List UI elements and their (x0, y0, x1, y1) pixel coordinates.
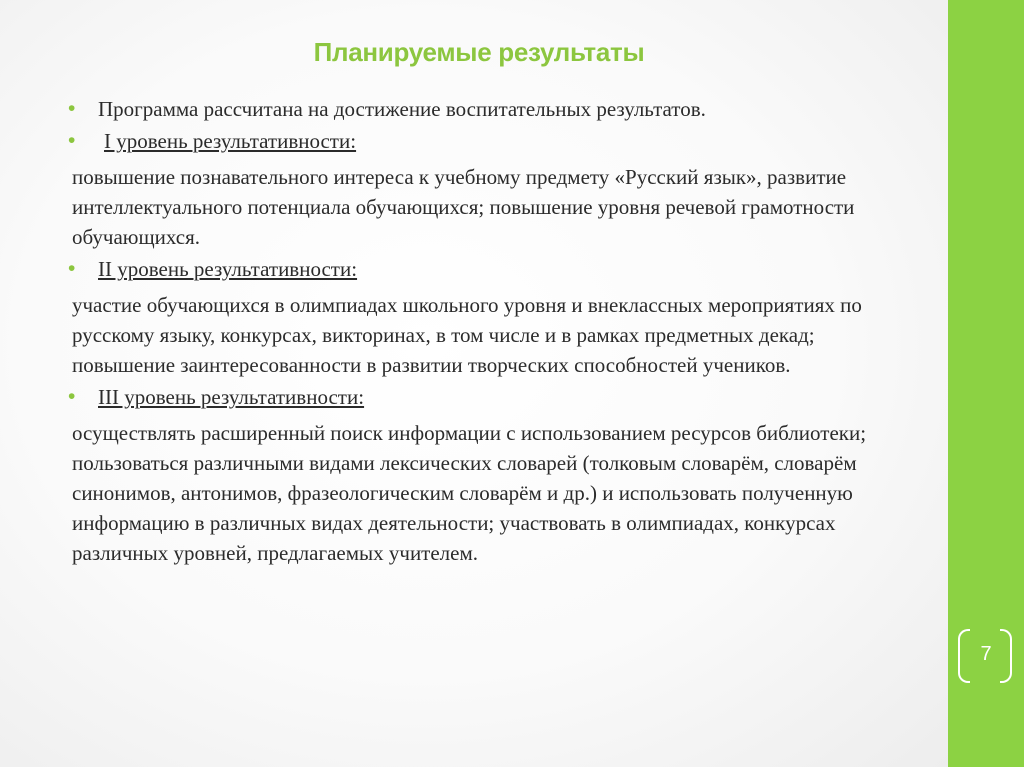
slide-title: Планируемые результаты (313, 37, 645, 67)
level-3-line: осуществлять расширенный поиск информации с использованием ресурсов библиотеки; (72, 421, 867, 445)
level-1-line: повышение познавательного интереса к учебному предмету «Русский язык», развитие интеллектуального потенциала обучающихся; повышение уровня речевой грамотности обучающихся. (72, 165, 855, 249)
level-1-heading-text: I уровень результативности: (104, 129, 357, 153)
level-3-heading (72, 382, 912, 412)
page-number-badge (956, 629, 1020, 685)
level-2-text (72, 290, 912, 380)
level-3-heading-text: III уровень результативности: (98, 385, 365, 409)
level-1-heading (72, 126, 912, 156)
right-brace-icon (1000, 629, 1012, 683)
level-3-line: пользоваться различными видами лексических словарей (толковым словарём, словарём синонимов, антонимов, фразеологическим словарём и др.) и использовать полученную информацию в различных видах деятельности; участвовать в олимпиадах, конкурсах различных уровней, предлагаемых учителем. (72, 451, 857, 565)
slide-content (72, 92, 912, 570)
page-number: 7 (980, 643, 992, 665)
level-2-line: участие обучающихся в олимпиадах школьного уровня и внеклассных мероприятиях по русскому языку, конкурсах, викторинах, в том числе и в рамках предметных декад; (72, 293, 862, 347)
level-2-line: повышение заинтересованности в развитии творческих способностей учеников. (72, 353, 791, 377)
level-2-heading (72, 254, 912, 284)
level-3-text (72, 418, 912, 568)
bullet-intro (72, 94, 912, 124)
intro-text: Программа рассчитана на достижение воспитательных результатов. (98, 97, 706, 121)
level-1-text (72, 162, 912, 252)
level-2-heading-text: II уровень результативности: (98, 257, 358, 281)
